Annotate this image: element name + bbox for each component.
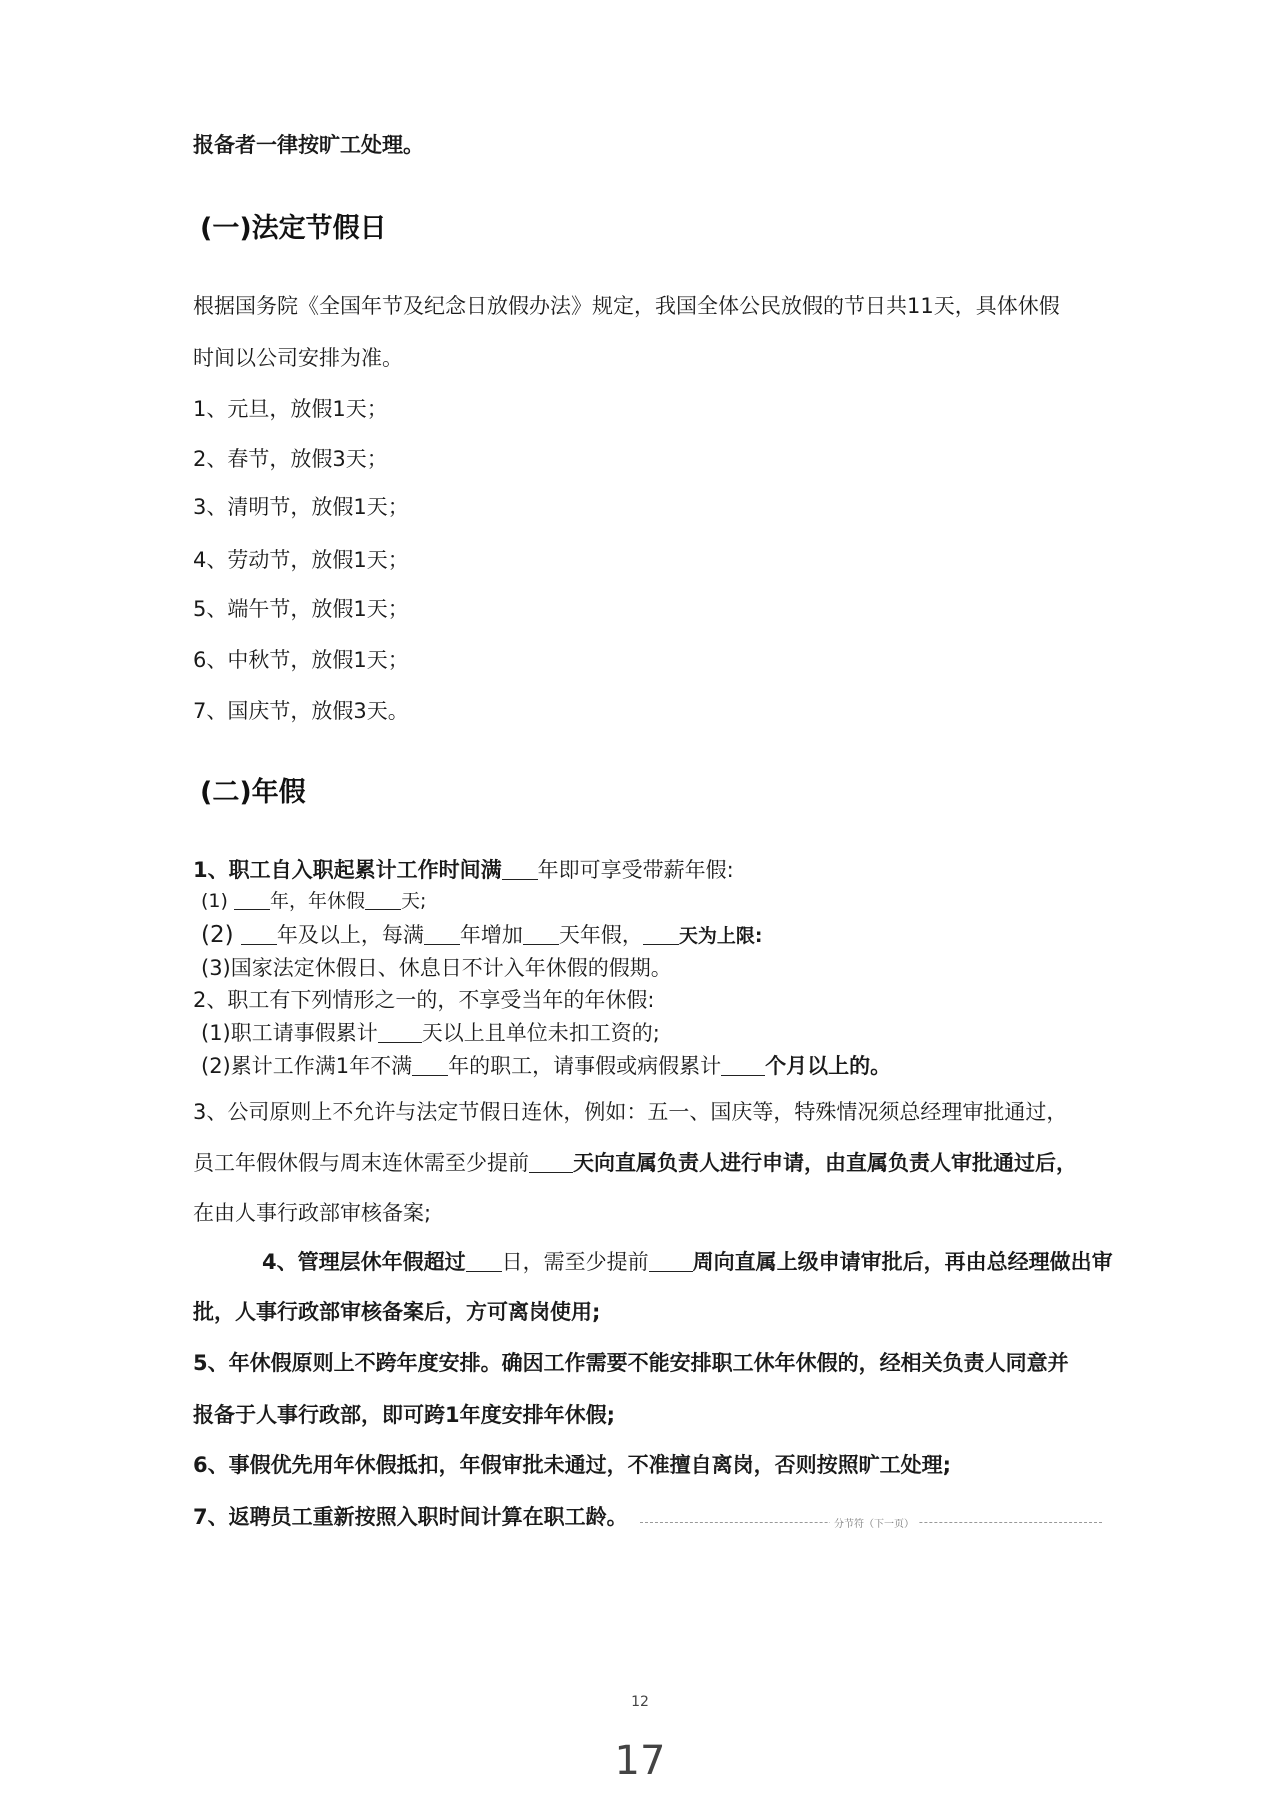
rule-1-sub-2-a: (2) <box>201 922 241 948</box>
rule-2-sub-2-c: 个月以上的。 <box>765 1054 892 1078</box>
holiday-item: 3、清明节，放假1天； <box>193 495 409 519</box>
fill-blank <box>502 858 538 880</box>
rule-2-sub-2-a: (2)累计工作满1年不满 <box>201 1054 413 1078</box>
rule-2-sub-2-b: 年的职工，请事假或病假累计 <box>448 1054 722 1078</box>
rule-4-line1-b: 日，需至少提前 <box>501 1250 649 1274</box>
section1-intro-line1: 根据国务院《全国年节及纪念日放假办法》规定，我国全体公民放假的节日共11天，具体休假 <box>193 294 1060 318</box>
rule-7: 7、返聘员工重新按照入职时间计算在职工龄。 <box>193 1505 628 1529</box>
rule-2: 2、职工有下列情形之一的，不享受当年的年休假: <box>193 988 655 1012</box>
holiday-item: 5、端午节，放假1天； <box>193 597 409 621</box>
fill-blank <box>365 890 401 910</box>
holiday-item: 6、中秋节，放假1天； <box>193 648 409 672</box>
rule-4-line1 <box>262 1250 1113 1275</box>
rule-4-line2: 批，人事行政部审核备案后，方可离岗使用; <box>193 1300 601 1324</box>
fill-blank <box>529 1151 573 1173</box>
page-number-footer: 12 <box>631 1694 649 1710</box>
rule-5-line1: 5、年休假原则上不跨年度安排。确因工作需要不能安排职工休年休假的，经相关负责人同意并 <box>193 1351 1069 1375</box>
rule-1-sub-1-a: (1) <box>201 890 234 912</box>
rule-2-sub-1-b: 天以上且单位未扣工资的; <box>421 1021 660 1045</box>
rule-4-line1-c: 周向直属上级申请审批后，再由总经理做出审 <box>692 1250 1113 1274</box>
rule-2-sub-1-a: (1)职工请事假累计 <box>201 1021 378 1045</box>
fill-blank <box>523 923 559 945</box>
fill-blank <box>466 1250 502 1272</box>
rule-1-part-a: 1、职工自入职起累计工作时间满 <box>193 858 502 882</box>
rule-4-line1-a: 4、管理层休年假超过 <box>262 1250 466 1274</box>
fill-blank <box>424 923 460 945</box>
holiday-item: 1、元旦，放假1天； <box>193 397 388 421</box>
rule-1-sub-1-b: 年，年休假 <box>269 890 365 912</box>
rule-6: 6、事假优先用年休假抵扣，年假审批未通过，不准擅自离岗，否则按照旷工处理; <box>193 1453 952 1477</box>
rule-1 <box>193 858 734 883</box>
fill-blank <box>378 1021 422 1043</box>
fill-blank <box>234 890 270 910</box>
fill-blank <box>643 923 679 945</box>
section1-heading: (一)法定节假日 <box>200 213 387 244</box>
fill-blank <box>241 923 277 945</box>
rule-1-sub-2 <box>201 922 763 950</box>
fill-blank <box>721 1054 765 1076</box>
rule-1-sub-2-d: 天年假， <box>558 923 643 947</box>
fill-blank <box>649 1250 693 1272</box>
rule-5-line2: 报备于人事行政部，即可跨1年度安排年休假; <box>193 1403 616 1427</box>
rule-3-line1: 3、公司原则上不允许与法定节假日连休，例如：五一、国庆等，特殊情况须总经理审批通过， <box>193 1100 1068 1124</box>
holiday-item: 4、劳动节，放假1天； <box>193 548 409 572</box>
holiday-item: 7、国庆节，放假3天。 <box>193 699 409 723</box>
fill-blank <box>412 1054 448 1076</box>
section2-heading: (二)年假 <box>200 777 306 808</box>
rule-3-line2-b: 天向直属负责人进行申请，由直属负责人审批通过后， <box>573 1151 1077 1175</box>
rule-3-line2-a: 员工年假休假与周末连休需至少提前 <box>193 1151 529 1175</box>
section1-intro-line2: 时间以公司安排为准。 <box>193 346 403 370</box>
rule-1-part-b: 年即可享受带薪年假: <box>537 858 734 882</box>
rule-2-sub-2 <box>201 1054 891 1079</box>
section-break-label: 分节符（下一页） <box>830 1515 918 1530</box>
rule-1-sub-2-b: 年及以上，每满 <box>276 923 424 947</box>
rule-1-sub-3: (3)国家法定休假日、休息日不计入年休假的假期。 <box>201 956 672 980</box>
rule-2-sub-1 <box>201 1021 660 1046</box>
holiday-item: 2、春节，放假3天； <box>193 447 388 471</box>
top-line: 报备者一律按旷工处理。 <box>193 133 424 157</box>
page-number-large: 17 <box>614 1738 666 1784</box>
rule-1-sub-1 <box>201 890 426 913</box>
rule-1-sub-1-c: 天; <box>400 890 427 912</box>
rule-1-sub-2-e: 天为上限: <box>678 925 763 947</box>
rule-3-line2 <box>193 1151 1077 1176</box>
rule-3-line3: 在由人事行政部审核备案; <box>193 1201 432 1225</box>
rule-1-sub-2-c: 年增加 <box>459 923 523 947</box>
